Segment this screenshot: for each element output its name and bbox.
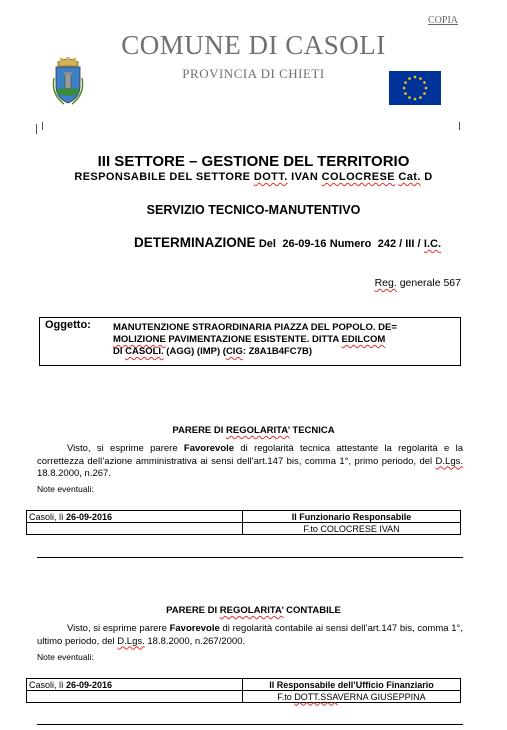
provincia-subtitle: PROVINCIA DI CHIETI <box>182 66 325 81</box>
coat-of-arms-icon <box>52 56 84 106</box>
parere-contabile-text: Visto, si esprime parere Favorevole di regolarità contabile ai sensi dell’art.147 bis, comma 1°, ultimo periodo, del D.Lgs. 18.8.2000, n.267/2000. <box>37 623 463 647</box>
empty-cell <box>27 691 243 703</box>
parere-tecnica-heading: PARERE DI REGOLARITA’ TECNICA <box>172 425 335 436</box>
determinazione-numero: 242 / III / <box>377 238 421 250</box>
signer-name: F.to COLOCRESE IVAN <box>243 523 461 535</box>
parere-contabile-heading: PARERE DI REGOLARITA’ CONTABILE <box>166 605 341 616</box>
luogo-data-cell: Casoli, lì 26-09-2016 <box>27 511 243 523</box>
registro-generale: Reg. generale 567 <box>374 277 461 289</box>
crop-mark <box>36 124 37 134</box>
divider <box>37 557 463 558</box>
signer-name: F.to DOTT.SSAVERNA GIUSEPPINA <box>243 691 461 703</box>
servizio-title: SERVIZIO TECNICO-MANUTENTIVO <box>146 203 361 217</box>
oggetto-label: Oggetto: <box>45 319 91 331</box>
oggetto-text: MANUTENZIONE STRAORDINARIA PIAZZA DEL POPOLO. DE= MOLIZIONE PAVIMENTAZIONE ESISTENTE. DITTA EDILCOM DI CASOLI. (AGG) (IMP) (CIG: Z8A1B4FC7B) <box>113 322 397 357</box>
divider <box>37 724 463 725</box>
signer-role: Il Responsabile dell’Ufficio Finanziario <box>243 679 461 691</box>
note-eventuali-tecnica: Note eventuali: <box>37 484 94 494</box>
firma-tecnica-table <box>26 510 461 535</box>
responsabile-line: RESPONSABILE DEL SETTORE DOTT. IVAN COLOCRESE Cat. D <box>74 171 433 183</box>
eu-flag-icon <box>389 71 441 105</box>
determinazione-date: 26-09-16 <box>282 238 327 250</box>
luogo-data-cell: Casoli, lì 26-09-2016 <box>27 679 243 691</box>
crop-mark <box>459 122 468 130</box>
note-eventuali-contabile: Note eventuali: <box>37 652 94 662</box>
parere-tecnica-text: Visto, si esprime parere Favorevole di regolarità tecnica attestante la regolarità e la correttezza dell’azione amministrativa ai sensi dell’art.147 bis, comma 1°, primo periodo, del D.Lgs. 18.8.2000, n.267. <box>37 443 463 479</box>
copia-label: COPIA <box>428 15 459 26</box>
signer-role: Il Funzionario Responsabile <box>243 511 461 523</box>
firma-contabile-table <box>26 678 461 703</box>
comune-title: COMUNE DI CASOLI <box>121 30 386 60</box>
settore-title: III SETTORE – GESTIONE DEL TERRITORIO <box>97 153 410 170</box>
empty-cell <box>27 523 243 535</box>
determinazione-line: DETERMINAZIONE Del 26-09-16 Numero 242 / III / I.C. <box>134 235 442 250</box>
